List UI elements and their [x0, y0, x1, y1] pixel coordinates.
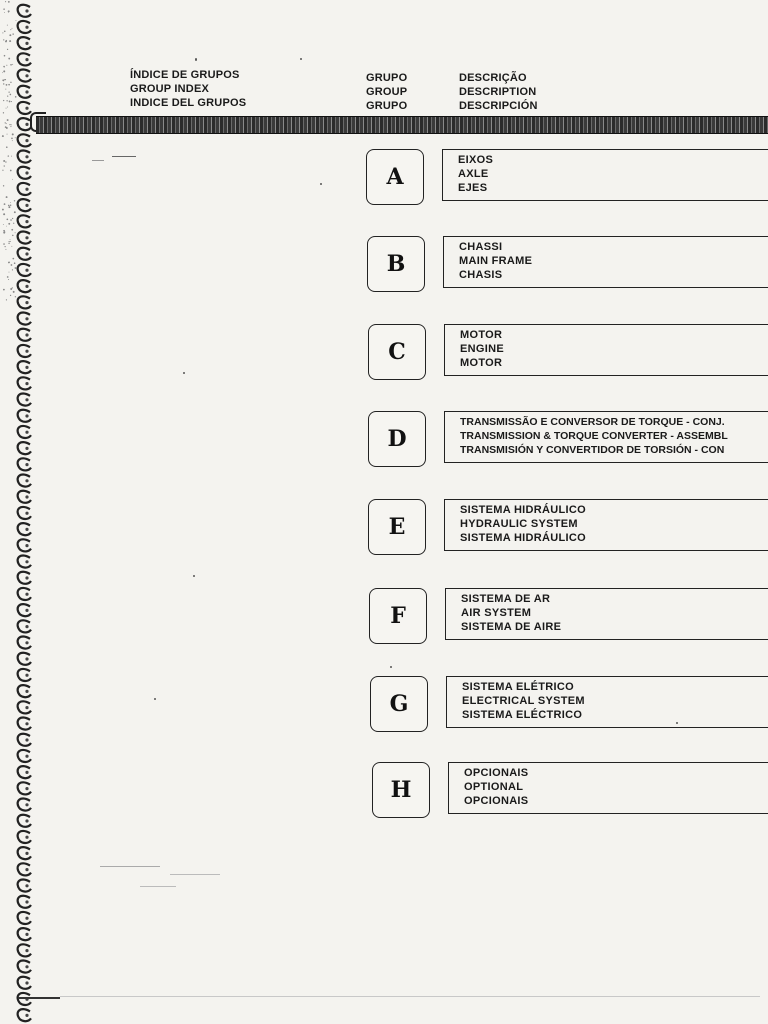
scan-grain [10, 205, 11, 206]
scan-mark [100, 866, 160, 867]
binding-ring [18, 5, 31, 17]
binding-ring [18, 361, 31, 373]
scan-speck [300, 58, 302, 60]
group-row-d[interactable] [368, 411, 768, 471]
description-line: SISTEMA HIDRÁULICO [460, 504, 586, 516]
group-letter-box[interactable]: B [367, 236, 425, 292]
scan-grain [11, 246, 12, 247]
scan-grain [3, 230, 5, 232]
description-line: CHASSI [459, 241, 503, 253]
scan-grain [8, 223, 10, 225]
scan-grain [14, 211, 16, 213]
binding-ring [18, 183, 31, 195]
binding-ring [18, 782, 31, 794]
scan-grain [8, 1, 10, 3]
group-row-g[interactable] [370, 676, 768, 736]
scan-grain [13, 223, 14, 224]
scan-grain [10, 82, 11, 83]
scan-grain [6, 146, 8, 148]
scan-grain [14, 200, 15, 201]
binding-ring [18, 912, 31, 924]
binding-ring [18, 799, 31, 811]
binding-ring [18, 718, 31, 730]
description-line: TRANSMISSION & TORQUE CONVERTER - ASSEMBL [460, 430, 728, 442]
scan-grain [5, 79, 6, 80]
binding-ring [18, 750, 31, 762]
scan-grain [12, 179, 13, 180]
scan-grain [2, 32, 3, 33]
binding-ring [18, 556, 31, 568]
scan-grain [15, 137, 16, 138]
description-line: SISTEMA HIDRÁULICO [460, 532, 586, 544]
scan-grain [12, 64, 13, 65]
scan-speck [195, 58, 197, 61]
scan-mark [140, 886, 176, 887]
scan-grain [15, 267, 17, 269]
scan-grain [10, 29, 11, 30]
scan-grain [5, 40, 7, 42]
scan-speck [183, 372, 185, 374]
scan-grain [3, 39, 4, 40]
group-row-c[interactable] [368, 324, 768, 384]
binding-ring [18, 426, 31, 438]
desc-header-en: DESCRIPTION [459, 86, 537, 98]
scan-grain [4, 165, 5, 166]
binding-ring [18, 491, 31, 503]
scan-grain [5, 89, 6, 90]
scan-grain [9, 124, 10, 125]
binding-ring [18, 37, 31, 49]
group-letter-box[interactable]: D [368, 411, 426, 467]
scan-grain [6, 65, 7, 66]
description-line: EJES [458, 182, 488, 194]
index-title [130, 68, 246, 110]
scan-speck [390, 666, 392, 668]
scan-grain [12, 133, 14, 135]
group-description [444, 411, 768, 463]
group-description [442, 149, 768, 201]
binding-ring [18, 134, 31, 146]
scan-mark [112, 156, 136, 157]
scan-grain [4, 79, 5, 80]
group-row-a[interactable] [366, 149, 768, 209]
scan-grain [6, 226, 7, 227]
scan-grain [5, 1, 6, 2]
binding-ring [18, 199, 31, 211]
scan-grain [3, 8, 5, 10]
group-letter-box[interactable]: F [369, 588, 427, 644]
group-description [448, 762, 768, 814]
binding-ring [18, 296, 31, 308]
scan-grain [10, 288, 12, 290]
description-line: TRANSMISSÃO E CONVERSOR DE TORQUE - CONJ. [460, 416, 725, 428]
scan-grain [11, 229, 13, 231]
scan-grain [10, 239, 11, 240]
scan-grain [12, 287, 13, 288]
scan-grain [10, 219, 12, 221]
scan-grain [3, 70, 5, 72]
scan-grain [5, 246, 6, 247]
binding-ring [18, 280, 31, 292]
binding-ring [18, 410, 31, 422]
binding-ring [18, 588, 31, 600]
scan-grain [10, 295, 11, 296]
binding-ring [18, 685, 31, 697]
group-description [446, 676, 768, 728]
scan-speck [676, 722, 678, 724]
scan-grain [7, 119, 9, 121]
description-line: OPCIONAIS [464, 767, 529, 779]
scan-grain [8, 243, 9, 244]
binding-ring [18, 167, 31, 179]
binding-ring [18, 377, 31, 389]
binding-ring [18, 572, 31, 584]
description-line: MOTOR [460, 357, 503, 369]
scan-grain [7, 276, 9, 278]
binding-ring [18, 345, 31, 357]
binding-ring [18, 232, 31, 244]
group-column-header [366, 71, 407, 113]
scan-grain [7, 25, 8, 26]
binding-ring [18, 653, 31, 665]
scan-grain [12, 269, 13, 270]
binding-ring [18, 831, 31, 843]
binding-ring [18, 604, 31, 616]
description-line: CHASIS [459, 269, 503, 281]
scan-grain [8, 206, 10, 208]
scan-grain [3, 100, 4, 101]
binding-ring [18, 961, 31, 973]
binding-ring [18, 1009, 31, 1021]
scan-grain [2, 135, 4, 137]
scan-grain [12, 218, 13, 219]
group-letter-box[interactable]: H [372, 762, 430, 818]
index-title-en: GROUP INDEX [130, 83, 210, 95]
scan-grain [10, 126, 11, 127]
scan-grain [2, 79, 4, 81]
scan-grain [3, 213, 5, 215]
binding-ring [18, 394, 31, 406]
scan-grain [5, 161, 6, 162]
binding-ring [18, 86, 31, 98]
description-line: AIR SYSTEM [461, 607, 532, 619]
binding-ring [18, 53, 31, 65]
scan-grain [5, 126, 7, 128]
scan-grain [5, 122, 6, 123]
scan-mark [18, 997, 60, 999]
scan-mark [60, 996, 760, 997]
group-row-b[interactable] [367, 236, 768, 296]
index-title-pt: ÍNDICE DE GRUPOS [130, 69, 240, 81]
binding-ring [18, 215, 31, 227]
binding-ring [18, 539, 31, 551]
scan-grain [9, 34, 11, 36]
scan-grain [7, 95, 8, 96]
description-line: SISTEMA ELÉTRICO [462, 681, 574, 693]
group-description [443, 236, 768, 288]
scan-mark [170, 874, 220, 875]
scan-grain [11, 264, 13, 266]
header-divider-bar [36, 116, 768, 134]
scan-grain [9, 272, 10, 273]
scan-grain [8, 91, 9, 92]
scan-speck [154, 698, 156, 700]
binding-ring [18, 863, 31, 875]
group-description [445, 588, 768, 640]
scan-grain [6, 123, 7, 124]
binding-ring [18, 475, 31, 487]
scan-grain [5, 249, 6, 250]
binding-ring [18, 977, 31, 989]
binding-ring [18, 701, 31, 713]
group-row-e[interactable] [368, 499, 768, 559]
description-line: TRANSMISIÓN Y CONVERTIDOR DE TORSIÓN - CON [460, 444, 725, 456]
scan-grain [4, 66, 5, 67]
scan-grain [12, 235, 13, 236]
scan-grain [8, 205, 10, 207]
binding-ring [18, 896, 31, 908]
scan-grain [2, 209, 4, 211]
spiral-binding [0, 0, 40, 1024]
scan-grain [4, 55, 6, 57]
description-line: OPTIONAL [464, 781, 524, 793]
scan-grain [7, 49, 8, 50]
scan-grain [9, 241, 10, 242]
scan-grain [10, 64, 12, 66]
scan-grain [9, 101, 11, 103]
scan-grain [6, 100, 7, 101]
scan-grain [8, 12, 9, 13]
binding-ring [18, 329, 31, 341]
scan-grain [11, 137, 13, 139]
scan-grain [15, 232, 16, 233]
description-line: HYDRAULIC SYSTEM [460, 518, 578, 530]
scan-grain [4, 203, 6, 205]
binding-ring [18, 734, 31, 746]
description-line: ELECTRICAL SYSTEM [462, 695, 585, 707]
scan-grain [3, 83, 4, 84]
binding-ring [18, 507, 31, 519]
scan-speck [320, 183, 322, 185]
scan-grain [6, 108, 7, 109]
scan-grain [12, 140, 13, 141]
index-title-es: INDICE DEL GRUPOS [130, 97, 247, 109]
binding-ring [18, 21, 31, 33]
scan-speck [193, 575, 195, 577]
binding-ring [18, 523, 31, 535]
description-line: ENGINE [460, 343, 504, 355]
scan-grain [15, 96, 17, 98]
group-header-pt: GRUPO [366, 72, 408, 84]
description-line: AXLE [458, 168, 489, 180]
scan-grain [8, 262, 9, 263]
scan-grain [9, 40, 11, 42]
binding-ring [18, 944, 31, 956]
binding-ring [18, 313, 31, 325]
group-letter-box[interactable]: G [370, 676, 428, 732]
scan-grain [10, 94, 12, 96]
scan-grain [6, 196, 8, 198]
scan-grain [8, 155, 9, 156]
binding-ring [18, 248, 31, 260]
group-row-f[interactable] [369, 588, 768, 648]
scan-grain [7, 106, 8, 107]
binding-ring [18, 620, 31, 632]
scan-grain [3, 243, 5, 245]
scan-grain [12, 258, 14, 260]
scan-grain [8, 10, 10, 12]
scan-grain [3, 224, 4, 225]
scan-grain [11, 156, 12, 157]
scan-grain [14, 262, 16, 264]
desc-header-pt: DESCRIÇÃO [459, 72, 527, 84]
scan-grain [6, 84, 8, 86]
binding-ring [18, 847, 31, 859]
binding-ring [18, 118, 31, 130]
scan-grain [13, 291, 15, 293]
scan-grain [3, 112, 4, 113]
scan-grain [16, 20, 17, 21]
group-letter-box[interactable]: C [368, 324, 426, 380]
scan-grain [4, 12, 5, 13]
group-description [444, 324, 768, 376]
desc-header-es: DESCRIPCIÓN [459, 100, 538, 112]
binding-ring [18, 264, 31, 276]
description-line: OPCIONAIS [464, 795, 529, 807]
group-description [444, 499, 768, 551]
description-line: SISTEMA DE AIRE [461, 621, 562, 633]
description-line: SISTEMA DE AR [461, 593, 551, 605]
scan-grain [12, 28, 13, 29]
binding-ring [18, 669, 31, 681]
scan-grain [11, 101, 12, 102]
binding-ring [18, 442, 31, 454]
scan-grain [3, 160, 5, 162]
binding-ring [18, 70, 31, 82]
binding-ring [18, 928, 31, 940]
scan-grain [8, 84, 10, 86]
scan-grain [7, 134, 8, 135]
binding-ring [18, 766, 31, 778]
group-row-h[interactable] [372, 762, 768, 822]
scan-grain [4, 31, 6, 33]
group-header-en: GROUP [366, 86, 408, 98]
scan-mark [92, 160, 104, 161]
group-letter-box[interactable]: E [368, 499, 426, 555]
scan-grain [2, 72, 3, 73]
scan-grain [15, 296, 16, 297]
scan-grain [10, 170, 12, 172]
description-line: SISTEMA ELÉCTRICO [462, 709, 583, 721]
scan-grain [6, 299, 7, 300]
description-line: EIXOS [458, 154, 494, 166]
binding-ring [18, 815, 31, 827]
description-line: MOTOR [460, 329, 503, 341]
group-header-es: GRUPO [366, 100, 408, 112]
scan-grain [2, 170, 3, 171]
scan-grain [10, 202, 11, 203]
scan-grain [8, 279, 9, 280]
description-column-header [459, 71, 538, 113]
scan-grain [3, 289, 5, 291]
binding-ring [18, 637, 31, 649]
scan-grain [12, 33, 13, 34]
scan-grain [8, 58, 10, 60]
binding-ring [18, 458, 31, 470]
binding-ring [18, 102, 31, 114]
binding-ring [18, 880, 31, 892]
scan-grain [3, 185, 4, 186]
scan-grain [11, 124, 12, 125]
binding-ring [18, 151, 31, 163]
scan-grain [10, 241, 11, 242]
scan-grain [6, 218, 8, 220]
description-line: MAIN FRAME [459, 255, 533, 267]
group-letter-box[interactable]: A [366, 149, 424, 205]
